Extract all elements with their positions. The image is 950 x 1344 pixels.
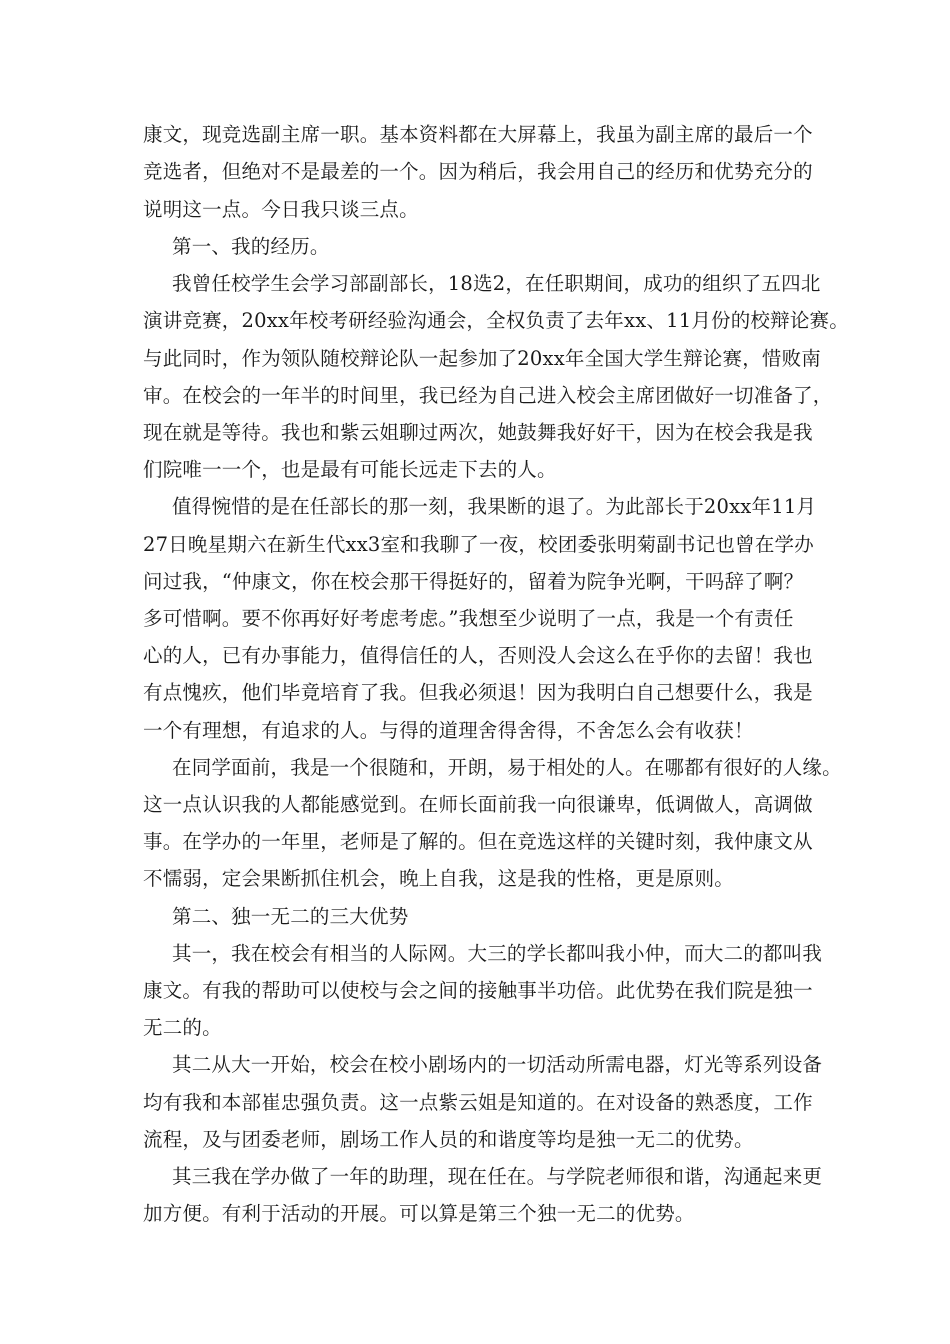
text-line: 审。在校会的一年半的时间里，我已经为自己进入校会主席团做好一切准备了，	[143, 384, 833, 407]
text-line: 均有我和本部崔忠强负责。这一点紫云姐是知道的。在对设备的熟悉度，工作	[143, 1091, 813, 1114]
text-line: 一个有理想，有追求的人。与得的道理舍得舍得，不舍怎么会有收获！	[143, 719, 754, 742]
text-line: 有点愧疚，他们毕竟培育了我。但我必须退！因为我明白自己想要什么，我是	[143, 681, 813, 704]
text-line: 这一点认识我的人都能感觉到。在师长面前我一向很谦卑，低调做人，高调做	[143, 793, 813, 816]
text-line: 不懦弱，定会果断抓住机会，晚上自我，这是我的性格，更是原则。	[143, 867, 735, 890]
text-line: 在同学面前，我是一个很随和，开朗，易于相处的人。在哪都有很好的人缘。	[172, 756, 842, 779]
text-line: 康文。有我的帮助可以使校与会之间的接触事半功倍。此优势在我们院是独一	[143, 979, 813, 1002]
text-line: 说明这一点。今日我只谈三点。	[143, 198, 419, 221]
section-heading: 第一、我的经历。	[172, 235, 330, 258]
text-line: 流程，及与团委老师，剧场工作人员的和谐度等均是独一无二的优势。	[143, 1128, 754, 1151]
text-line: 其一，我在校会有相当的人际网。大三的学长都叫我小仲，而大二的都叫我	[172, 942, 823, 965]
text-line: 值得惋惜的是在任部长的那一刻，我果断的退了。为此部长于20xx年11月	[172, 495, 817, 518]
text-line: 多可惜啊。要不你再好好考虑考虑。”我想至少说明了一点，我是一个有责任	[143, 607, 794, 630]
text-line: 无二的。	[143, 1016, 222, 1039]
text-line: 演讲竞赛，20xx年校考研经验沟通会，全权负责了去年xx、11月份的校辩论赛。	[143, 309, 849, 332]
text-line: 与此同时，作为领队随校辩论队一起参加了20xx年全国大学生辩论赛，惜败南	[143, 347, 822, 370]
text-line: 竞选者，但绝对不是最差的一个。因为稍后，我会用自己的经历和优势充分的	[143, 160, 813, 183]
text-line: 其二从大一开始，校会在校小剧场内的一切活动所需电器，灯光等系列设备	[172, 1053, 823, 1076]
text-line: 27日晚星期六在新生代xx3室和我聊了一夜，校团委张明菊副书记也曾在学办	[143, 533, 814, 556]
text-line: 我曾任校学生会学习部副部长，18选2，在任职期间，成功的组织了五四北	[172, 272, 821, 295]
text-line: 加方便。有利于活动的开展。可以算是第三个独一无二的优势。	[143, 1202, 695, 1225]
text-line: 事。在学办的一年里，老师是了解的。但在竞选这样的关键时刻，我仲康文从	[143, 830, 813, 853]
text-line: 问过我，“仲康文，你在校会那干得挺好的，留着为院争光啊，干吗辞了啊？	[143, 570, 804, 593]
text-line: 们院唯一一个，也是最有可能长远走下去的人。	[143, 458, 557, 481]
section-heading: 第二、独一无二的三大优势	[172, 905, 409, 928]
text-line: 康文，现竞选副主席一职。基本资料都在大屏幕上，我虽为副主席的最后一个	[143, 123, 813, 146]
text-line: 现在就是等待。我也和紫云姐聊过两次，她鼓舞我好好干，因为在校会我是我	[143, 421, 813, 444]
text-line: 心的人，已有办事能力，值得信任的人，否则没人会这么在乎你的去留！我也	[143, 644, 813, 667]
text-line: 其三我在学办做了一年的助理，现在任在。与学院老师很和谐，沟通起来更	[172, 1165, 823, 1188]
